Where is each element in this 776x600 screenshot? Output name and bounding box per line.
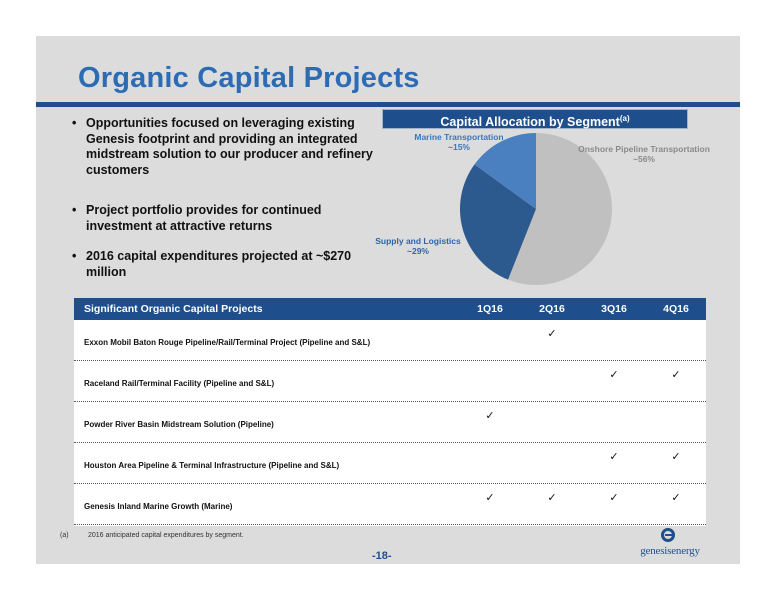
chart-header [382, 109, 688, 129]
table-row [74, 361, 706, 402]
page-title: Organic Capital Projects [78, 62, 420, 94]
bullet-item: • Project portfolio provides for continued investment at attractive returns [70, 203, 380, 234]
check-mark-icon: ✓ [609, 492, 619, 504]
pie-slice-label: Onshore Pipeline Transportation [578, 144, 710, 154]
check-mark-icon: ✓ [609, 451, 619, 463]
check-mark-icon: ✓ [671, 492, 681, 504]
header-quarter: 3Q16 [601, 303, 627, 315]
check-mark-icon: ✓ [671, 451, 681, 463]
pie-slice-value: ~56% [633, 154, 655, 164]
check-mark-icon: ✓ [485, 410, 495, 422]
chart-footnote-mark: (a) [619, 114, 630, 123]
table-row [74, 402, 706, 443]
header-quarter: 2Q16 [539, 303, 565, 315]
table-row [74, 484, 706, 525]
pie-slice-value: ~15% [448, 142, 470, 152]
page-number: -18- [372, 550, 392, 562]
pie-slice-value: ~29% [407, 246, 429, 256]
footnote-text: 2016 anticipated capital expenditures by segment. [88, 532, 244, 539]
table-row [74, 443, 706, 484]
title-divider [36, 102, 740, 107]
bullet-list [70, 116, 380, 280]
pie-slice-label: Marine Transportation [414, 132, 504, 142]
check-mark-icon: ✓ [671, 369, 681, 381]
check-mark-icon: ✓ [547, 492, 557, 504]
project-name: Raceland Rail/Terminal Facility (Pipeline and S&L) [84, 379, 275, 388]
project-name: Powder River Basin Midstream Solution (Pipeline) [84, 420, 274, 429]
footnote-mark: (a) [60, 532, 69, 539]
table-header [74, 298, 706, 320]
pie-slice-label: Supply and Logistics [375, 236, 461, 246]
check-mark-icon: ✓ [547, 328, 557, 340]
chart-title: Capital Allocation by Segment [440, 115, 620, 130]
projects-table [74, 298, 706, 526]
logo-text: genesisenergy [640, 545, 700, 557]
table-row [74, 320, 706, 361]
capital-allocation-pie-chart [370, 128, 710, 298]
header-quarter: 1Q16 [477, 303, 503, 315]
company-logo [634, 528, 706, 560]
header-project-name: Significant Organic Capital Projects [84, 303, 263, 315]
project-name: Houston Area Pipeline & Terminal Infrastructure (Pipeline and S&L) [84, 461, 340, 470]
footnote [60, 532, 244, 539]
project-name: Exxon Mobil Baton Rouge Pipeline/Rail/Terminal Project (Pipeline and S&L) [84, 338, 371, 347]
bullet-item: • Opportunities focused on leveraging existing Genesis footprint and providing an integrated midstream solution to our producer and refinery customers [70, 116, 380, 178]
project-name: Genesis Inland Marine Growth (Marine) [84, 502, 233, 511]
check-mark-icon: ✓ [485, 492, 495, 504]
check-mark-icon: ✓ [609, 369, 619, 381]
header-quarter: 4Q16 [663, 303, 689, 315]
bullet-item: • 2016 capital expenditures projected at ~$270 million [70, 249, 380, 280]
logo-icon [661, 528, 675, 542]
